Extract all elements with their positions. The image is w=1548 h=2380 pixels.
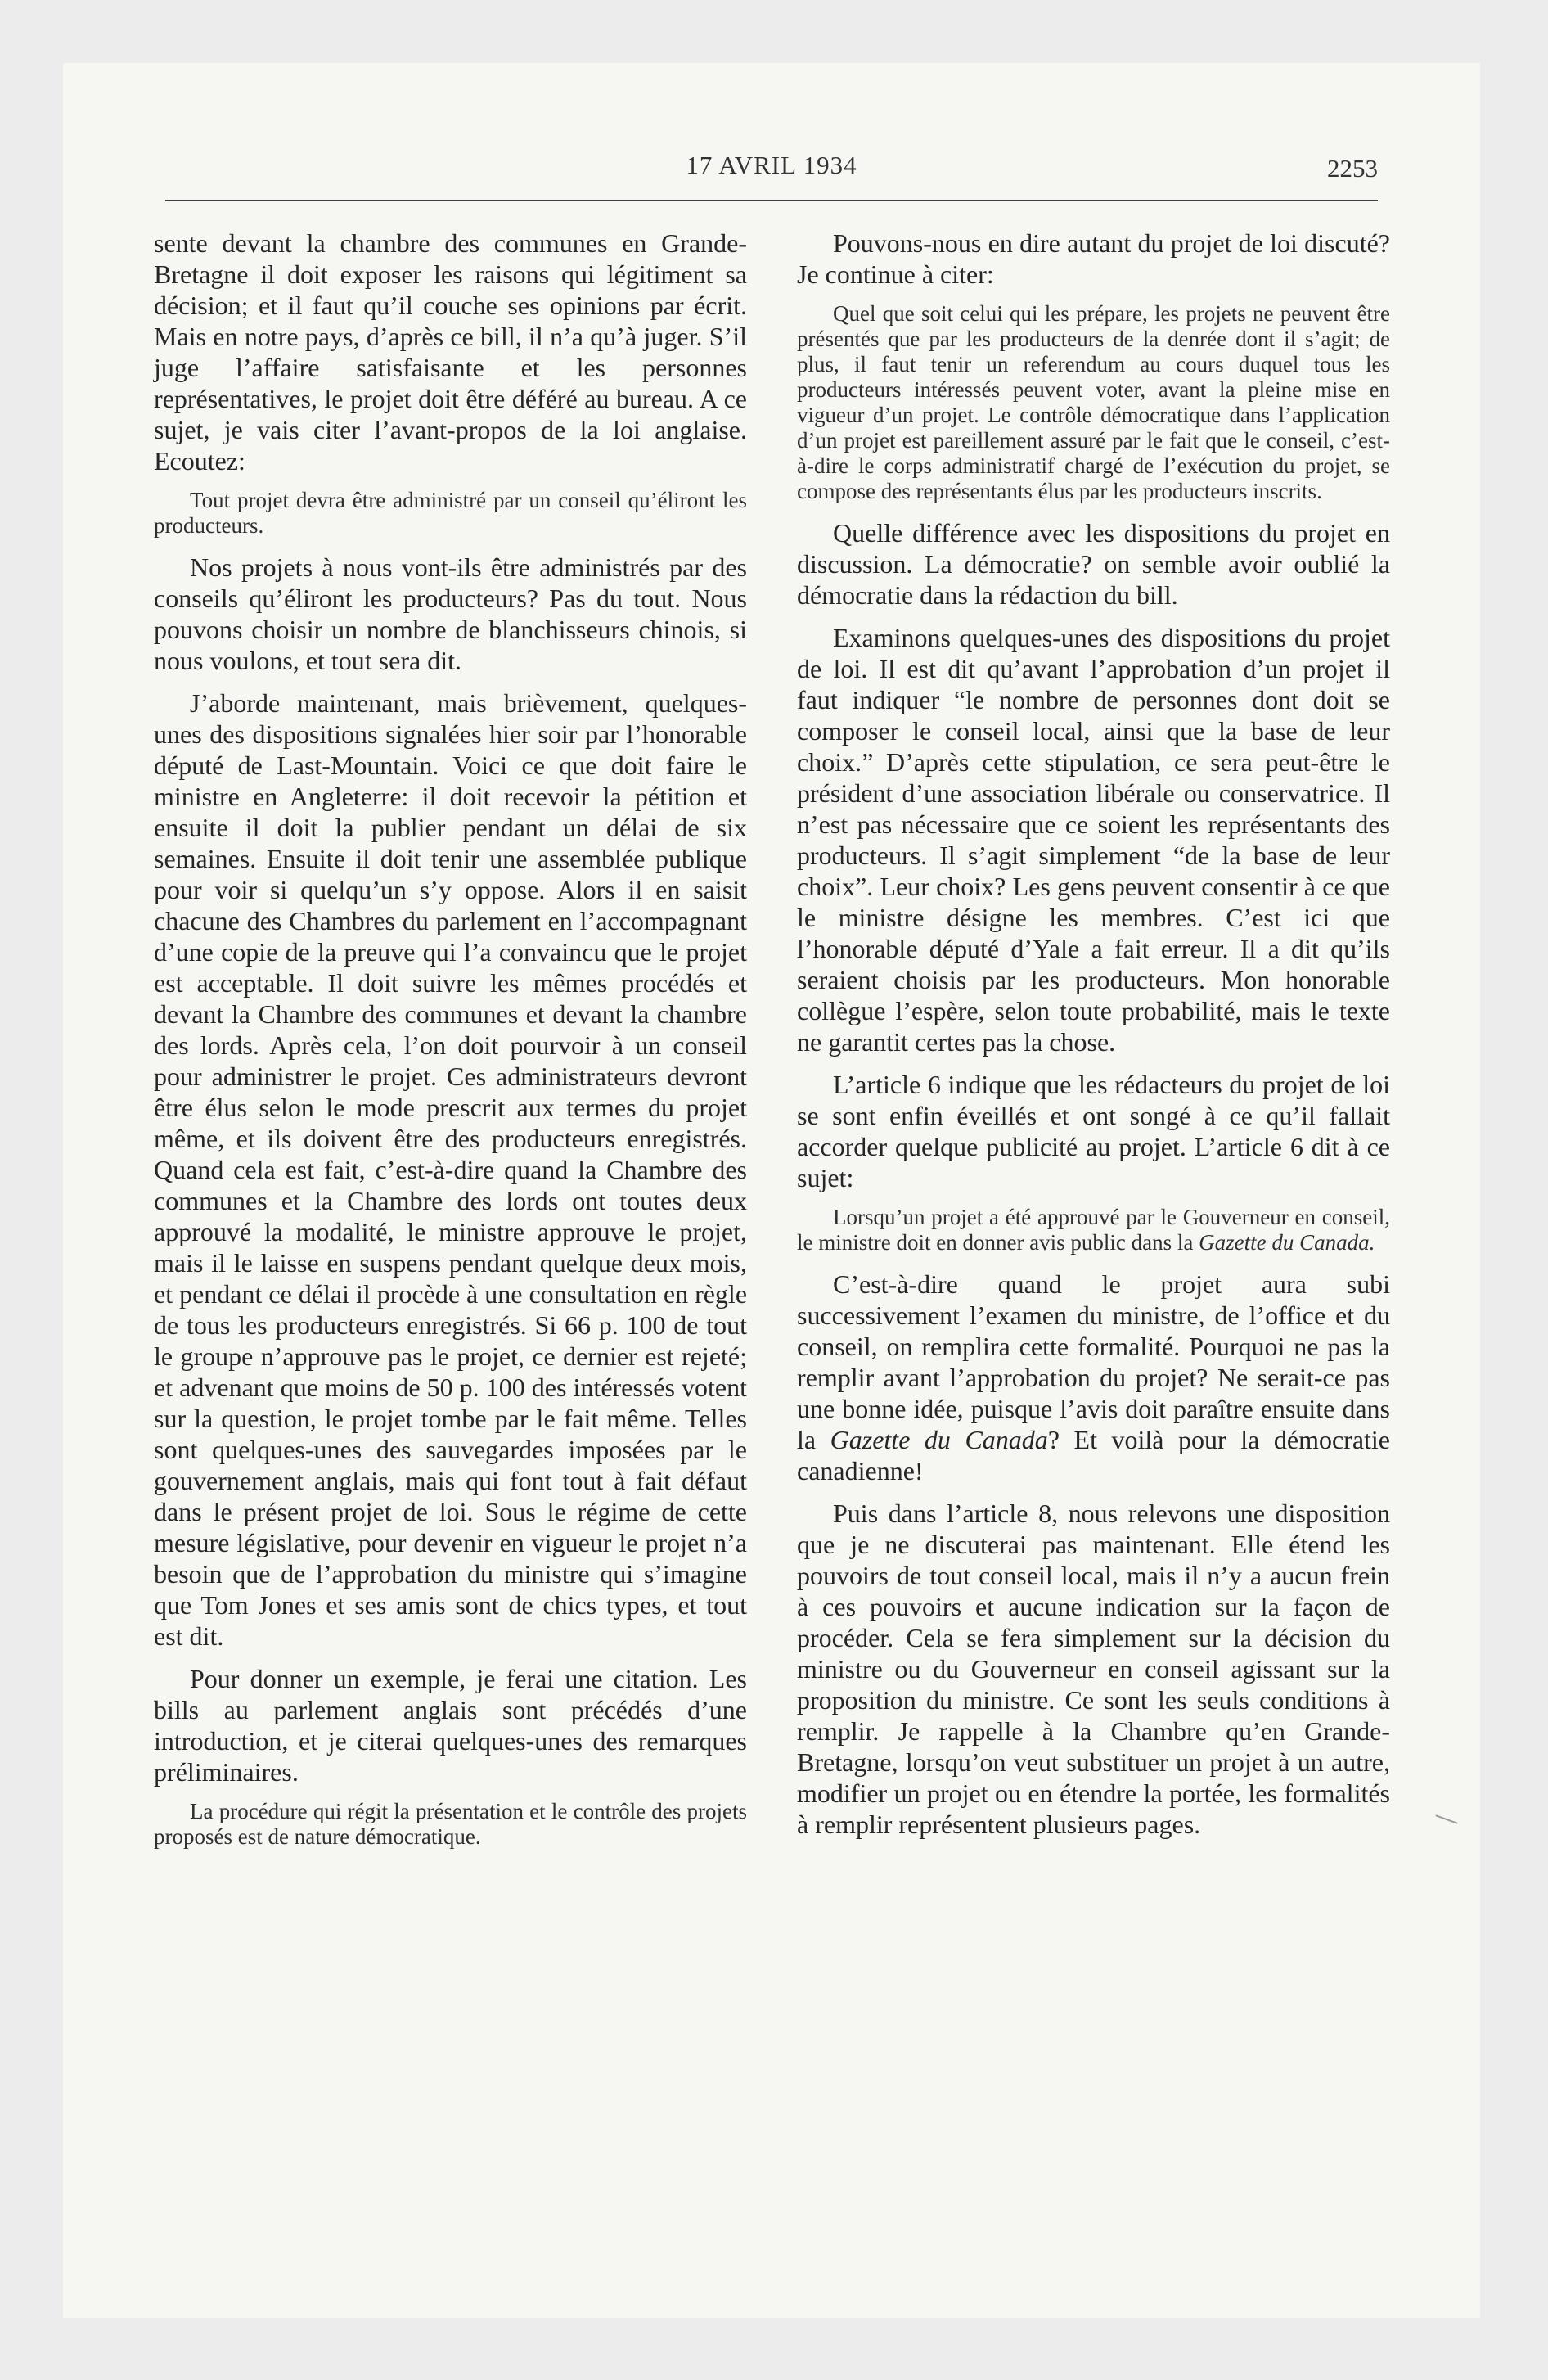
left-paragraph-4: Pour donner un exemple, je ferai une citation. Les bills au parlement anglais sont précédés d’une introduction, et je citerai quelques-unes des remarques préliminaires. bbox=[154, 1664, 747, 1787]
left-paragraph-2: Nos projets à nous vont-ils être administrés par des conseils qu’éliront les producteurs? Pas du tout. Nous pouvons choisir un nombre de blanchisseurs chinois, si nous voulons, et tout sera dit. bbox=[154, 552, 747, 675]
left-paragraph-3: J’aborde maintenant, mais brièvement, quelques-unes des dispositions signalées hier soir par l’honorable député de Last-Mountain. Voici ce que doit faire le ministre en Angleterre: il doit recevoir la pétition et ensuite il doit la publier pendant un délai de six semaines. Ensuite il doit tenir une assemblée publique pour voir si quelqu’un s’y oppose. Alors il en saisit chacune des Chambres du parlement en l’accompagnant d’une copie de la preuve qui l’a convaincu que le projet est acceptable. Il doit suivre les mêmes procédés et devant la Chambre des communes et devant la chambre des lords. Après cela, l’on doit pourvoir à un conseil pour administrer le projet. Ces administrateurs devront être élus selon le mode prescrit aux termes du projet même, et ils doivent être des producteurs enregistrés. Quand cela est fait, c’est-à-dire quand la Chambre des communes et la Chambre des lords ont toutes deux approuvé la modalité, le ministre approuve le projet, mais il le laisse en suspens pendant quelque deux mois, et pendant ce délai il procède à une consultation en règle de tous les producteurs enregistrés. Si 66 p. 100 de tout le groupe n’approuve pas le projet, ce dernier est rejeté; et advenant que moins de 50 p. 100 des intéressés votent sur la question, le projet tombe par le fait même. Telles sont quelques-unes des sauvegardes imposées par le gouvernement anglais, mais qui font tout à fait défaut dans le présent projet de loi. Sous le régime de cette mesure législative, pour devenir en vigueur le projet n’a besoin que de l’approbation du ministre qui s’imagine que Tom Jones et ses amis sont de chics types, et tout est dit. bbox=[154, 688, 748, 1651]
right-paragraph-4: L’article 6 indique que les rédacteurs du projet de loi se sont enfin éveillés et ont songé à ce qu’il fallait accorder quelque publicité au projet. L’article 6 dit à ce sujet: bbox=[797, 1070, 1390, 1192]
page-number: 2253 bbox=[1327, 154, 1378, 183]
right-quote-1: Quel que soit celui qui les prépare, les projets ne peuvent être présentés que par les producteurs de la denrée dont il s’agit; de plus, il faut tenir un referendum au cours duquel tous les producteurs intéressés peuvent voter, avant la pleine mise en vigueur d’un projet. Le contrôle démocratique dans l’application d’un projet est pareillement assuré par le fait que le conseil, c’est-à-dire le corps administratif chargé de l’exécution du projet, se compose des représentants élus par les producteurs inscrits. bbox=[797, 301, 1390, 503]
right-quote-2-text: Lorsqu’un projet a été approuvé par le Gouverneur en conseil, le ministre doit en donner avis public dans la bbox=[797, 1205, 1390, 1255]
left-column bbox=[154, 228, 747, 1863]
left-quote-2: La procédure qui régit la présentation et le contrôle des projets proposés est de nature démocratique. bbox=[154, 1799, 747, 1849]
right-paragraph-2: Quelle différence avec les dispositions du projet en discussion. La démocratie? on semble avoir oublié la démocratie dans la rédaction du bill. bbox=[797, 518, 1390, 610]
right-paragraph-5-after: ? Et voilà pour la démocratie canadienne! bbox=[797, 1425, 1391, 1485]
right-column bbox=[797, 228, 1390, 1851]
right-quote-2 bbox=[797, 1205, 1390, 1255]
margin-mark bbox=[1436, 1814, 1458, 1823]
document-page bbox=[62, 62, 1481, 2319]
gazette-title-1: Gazette du Canada. bbox=[1199, 1230, 1375, 1255]
right-paragraph-1: Pouvons-nous en dire autant du projet de loi discuté? Je continue à citer: bbox=[797, 228, 1390, 289]
left-quote-1: Tout projet devra être administré par un conseil qu’éliront les producteurs. bbox=[154, 488, 747, 538]
gazette-title-2: Gazette du Canada bbox=[830, 1425, 1048, 1454]
running-header bbox=[165, 151, 1378, 201]
right-paragraph-6: Puis dans l’article 8, nous relevons une disposition que je ne discuterai pas maintenant. Elle étend les pouvoirs de tout conseil local, mais il n’y a aucun frein à ces pouvoirs et aucune indication sur la façon de procéder. Cela se fera simplement sur la décision du ministre ou du Gouverneur en conseil agissant sur la proposition du ministre. Ce sont les seuls conditions à remplir. Je rappelle à la Chambre qu’en Grande-Bretagne, lorsqu’on veut substituer un projet à un autre, modifier un projet ou en étendre la portée, les formalités à remplir représentent plusieurs pages. bbox=[797, 1499, 1390, 1839]
right-paragraph-5-before: C’est-à-dire quand le projet aura subi successivement l’examen du ministre, de l’office et du conseil, on remplira cette formalité. Pourquoi ne pas la remplir avant l’approbation du projet? Ne serait-ce pas une bonne idée, puisque l’avis doit paraître ensuite dans la bbox=[797, 1269, 1390, 1454]
right-paragraph-3: Examinons quelques-unes des dispositions du projet de loi. Il est dit qu’avant l’approbation d’un projet il faut indiquer “le nombre de personnes dont doit se composer le conseil local, ainsi que la base de leur choix.” D’après cette stipulation, ce sera peut-être le président d’une association libérale ou conservatrice. Il n’est pas nécessaire que ce soient les représentants des producteurs. Il s’agit simplement “de la base de leur choix”. Leur choix? Les gens peuvent consentir à ce que le ministre désigne les membres. C’est ici que l’honorable député d’Yale a fait erreur. Il a dit qu’ils seraient choisis par les producteurs. Mon honorable collègue l’espère, selon toute probabilité, mais le texte ne garantit certes pas la chose. bbox=[797, 623, 1390, 1057]
left-paragraph-1: sente devant la chambre des communes en Grande-Bretagne il doit exposer les raisons qui légitiment sa décision; et il faut qu’il couche ses opinions par écrit. Mais en notre pays, d’après ce bill, il n’a qu’à juger. S’il juge l’affaire satisfaisante et les personnes représentatives, le projet doit être déféré au bureau. A ce sujet, je vais citer l’avant-propos de la loi anglaise. Ecoutez: bbox=[154, 228, 747, 476]
header-date: 17 AVRIL 1934 bbox=[686, 151, 857, 179]
right-paragraph-5 bbox=[797, 1269, 1390, 1486]
